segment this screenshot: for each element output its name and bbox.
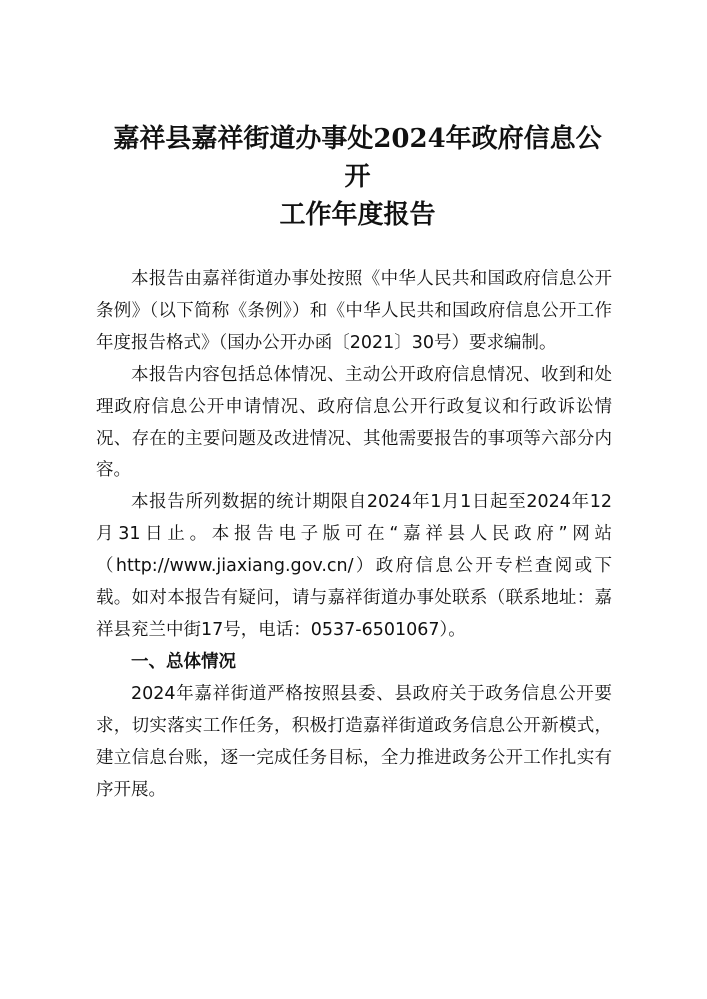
paragraph-contents: 本报告内容包括总体情况、主动公开政府信息情况、收到和处理政府信息公开申请情况、政府信息公开行政复议和行政诉讼情况、存在的主要问题及改进情况、其他需要报告的事项等六部分内容。 [96,364,612,481]
paragraph-statistics-period: 本报告所列数据的统计期限自2024年1月1日起至2024年12月31日止。本报告电子版可在“嘉祥县人民政府”网站（http://www.jiaxiang.gov.cn/）政府信息公开专栏查阅或下载。如对本报告有疑问，请与嘉祥街道办事处联系（联系地址：嘉祥县兖兰中街17号，电话：0537-6501067）。 [96,492,612,640]
title-line-1: 嘉祥县嘉祥街道办事处2024年政府信息公 [113,124,602,154]
title-line-3: 工作年度报告 [279,200,436,230]
section-heading-overview: 一、总体情况 [131,651,236,672]
title-line-2: 开 [344,162,371,192]
paragraph-overview: 2024年嘉祥街道严格按照县委、县政府关于政务信息公开要求，切实落实工作任务，积极打造嘉祥街道政务信息公开新模式，建立信息台账，逐一完成任务目标，全力推进政务公开工作扎实有序开展。 [96,683,612,800]
document-body [96,264,612,806]
paragraph-intro: 本报告由嘉祥街道办事处按照《中华人民共和国政府信息公开条例》（以下简称《条例》）和《中华人民共和国政府信息公开工作年度报告格式》（国办公开办函〔2021〕30号）要求编制。 [96,269,612,353]
